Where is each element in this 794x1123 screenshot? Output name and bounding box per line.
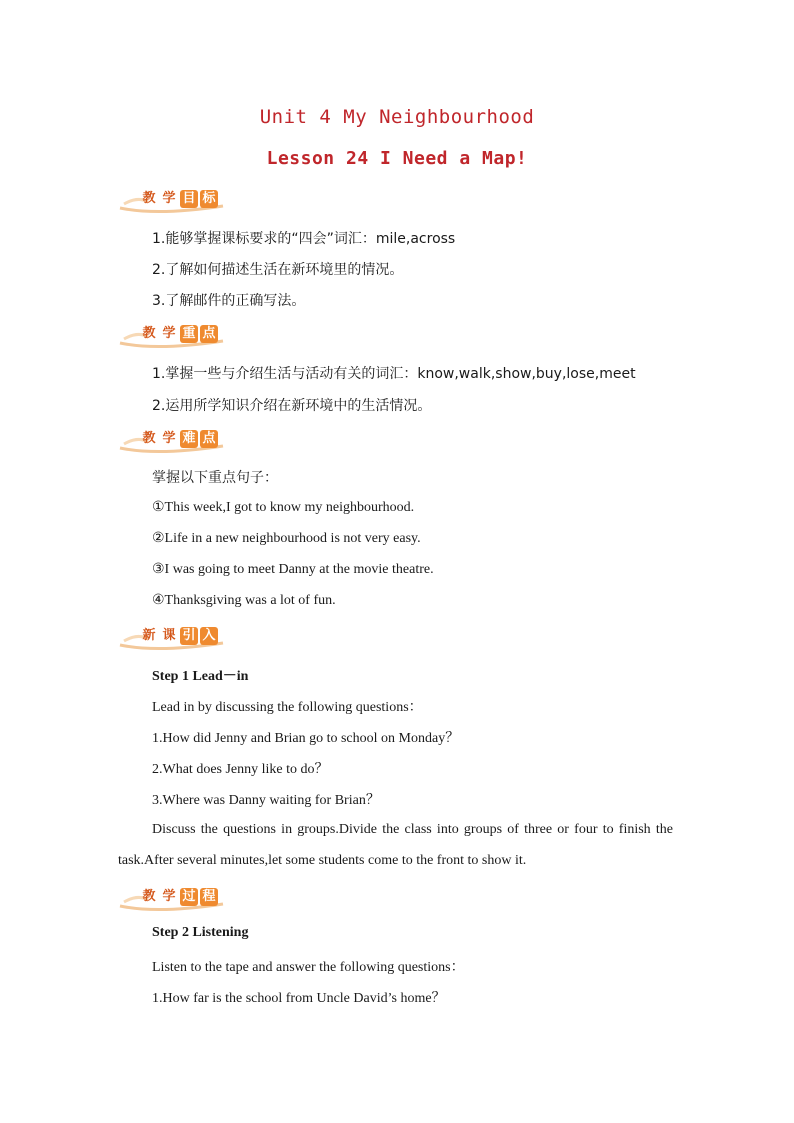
section-badge-process (118, 884, 228, 914)
unit-title: Unit 4 My Neighbourhood (259, 106, 535, 128)
step1-question: 3.Where was Danny waiting for Brian？ (152, 793, 380, 808)
objective-item: 1.能够掌握课标要求的“四会”词汇：mile,across (152, 231, 456, 247)
badge-char: 难 (180, 430, 198, 448)
key-sentence: ③I was going to meet Danny at the movie theatre. (152, 562, 434, 577)
badge-char: 教 (142, 431, 156, 446)
section-badge-key-points (118, 321, 228, 351)
badge-char: 入 (200, 627, 218, 645)
badge-char: 标 (200, 190, 218, 208)
objective-item: 2.了解如何描述生活在新环境里的情况。 (152, 262, 404, 278)
section-badge-difficulties (118, 426, 228, 456)
key-sentence: ②Life in a new neighbourhood is not very easy. (152, 531, 421, 546)
badge-char: 学 (162, 326, 176, 341)
step2-intro: Listen to the tape and answer the following questions： (152, 960, 465, 975)
badge-char: 学 (162, 889, 176, 904)
step1-question: 2.What does Jenny like to do？ (152, 762, 329, 777)
step1-question: 1.How did Jenny and Brian go to school on Monday？ (152, 731, 460, 746)
step2-question: 1.How far is the school from Uncle David’s home？ (152, 991, 446, 1006)
badge-char: 过 (180, 888, 198, 906)
badge-char: 程 (200, 888, 218, 906)
step1-heading: Step 1 Lead－in (152, 669, 249, 684)
key-point-item: 2.运用所学知识介绍在新环境中的生活情况。 (152, 398, 432, 414)
badge-char: 学 (162, 431, 176, 446)
badge-char: 课 (162, 628, 176, 643)
section-badge-objectives (118, 186, 228, 216)
lesson-title: Lesson 24 I Need a Map! (266, 148, 528, 169)
badge-char: 教 (142, 191, 156, 206)
key-sentence: ④Thanksgiving was a lot of fun. (152, 593, 336, 608)
badge-char: 重 (180, 325, 198, 343)
difficulty-intro: 掌握以下重点句子： (152, 470, 278, 486)
step1-paragraph: Discuss the questions in groups.Divide the class into groups of three or four to finish the task.After several minutes,let some students come to the front to show it. (118, 822, 673, 868)
step1-intro: Lead in by discussing the following questions： (152, 700, 423, 715)
badge-char: 点 (200, 325, 218, 343)
objective-item: 3.了解邮件的正确写法。 (152, 293, 306, 309)
badge-char: 引 (180, 627, 198, 645)
badge-char: 新 (142, 628, 156, 643)
badge-char: 教 (142, 326, 156, 341)
badge-char: 学 (162, 191, 176, 206)
badge-char: 目 (180, 190, 198, 208)
step2-heading: Step 2 Listening (152, 925, 249, 940)
badge-char: 教 (142, 889, 156, 904)
section-badge-intro (118, 623, 228, 653)
key-sentence: ①This week,I got to know my neighbourhood. (152, 500, 415, 515)
badge-char: 点 (200, 430, 218, 448)
key-point-item: 1.掌握一些与介绍生活与活动有关的词汇：know,walk,show,buy,lose,meet (152, 366, 636, 382)
